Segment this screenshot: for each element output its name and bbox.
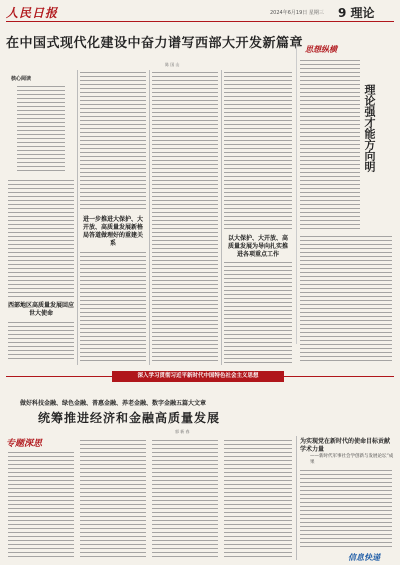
column-divider <box>77 70 78 365</box>
right-article-headline: 为实现党在新时代的使命目标贡献学术力量 <box>300 438 391 453</box>
section-label: 专题深思 <box>6 439 43 449</box>
second-text-col-2 <box>80 440 146 560</box>
column-divider <box>149 70 150 365</box>
lead-subhead-2: 进一步推进大保护、大开放、高质量发展新格局答道做理好的重建关系 <box>82 216 143 247</box>
commentary-text-1 <box>300 60 360 230</box>
second-article-byline: 郭 新 春 <box>175 429 190 434</box>
issue-date: 2024年6月19日 星期三 <box>270 10 324 16</box>
newspaper-logo: 人民日报 <box>6 6 59 20</box>
second-text-col-4 <box>224 440 292 560</box>
lead-headline: 在中国式现代化建设中奋力谱写西部大开发新篇章 <box>6 36 304 51</box>
commentary-title: 思想纵横 <box>305 44 337 54</box>
column-divider <box>221 70 222 365</box>
lead-text-col-2 <box>80 72 146 212</box>
lead-byline: 陈 国 山 <box>165 62 180 67</box>
lead-text-col-2b <box>80 252 146 364</box>
lead-text-col-1b <box>8 322 74 362</box>
second-article-kicker: 做好科技金融、绿色金融、普惠金融、养老金融、数字金融五篇大文章 <box>20 400 207 407</box>
lead-text-col-3 <box>152 72 218 364</box>
commentary-vertical-title: 理论强才能方向明 <box>363 84 376 172</box>
theme-banner: 深入学习贯彻习近平新时代中国特色社会主义思想 <box>112 371 284 382</box>
second-text-col-1 <box>8 452 74 560</box>
lead-subhead-3: 以大保护、大开放、高质量发展为导向扎实推进各项重点工作 <box>227 235 288 258</box>
lead-text-col-4b <box>224 262 292 364</box>
right-text-col <box>300 470 392 548</box>
second-article-headline: 统筹推进经济和金融高质量发展 <box>38 411 221 425</box>
masthead-rule <box>6 21 394 22</box>
summary-text <box>17 86 65 174</box>
lead-subhead-1: 西部地区高质量发展回应世大使命 <box>8 302 75 317</box>
right-article-subhead: ——新时代军事社会学创新与发展论坛“成果 <box>310 454 394 465</box>
lead-text-col-4 <box>224 72 292 230</box>
summary-label: 核心阅读 <box>11 76 32 82</box>
news-brief-label: 信息快递 <box>348 553 380 562</box>
second-text-col-3 <box>152 440 218 560</box>
page-number-section: 9 理论 <box>338 6 375 20</box>
commentary-text-2 <box>300 236 392 364</box>
lead-text-col-1 <box>8 180 74 300</box>
column-divider <box>296 436 297 560</box>
